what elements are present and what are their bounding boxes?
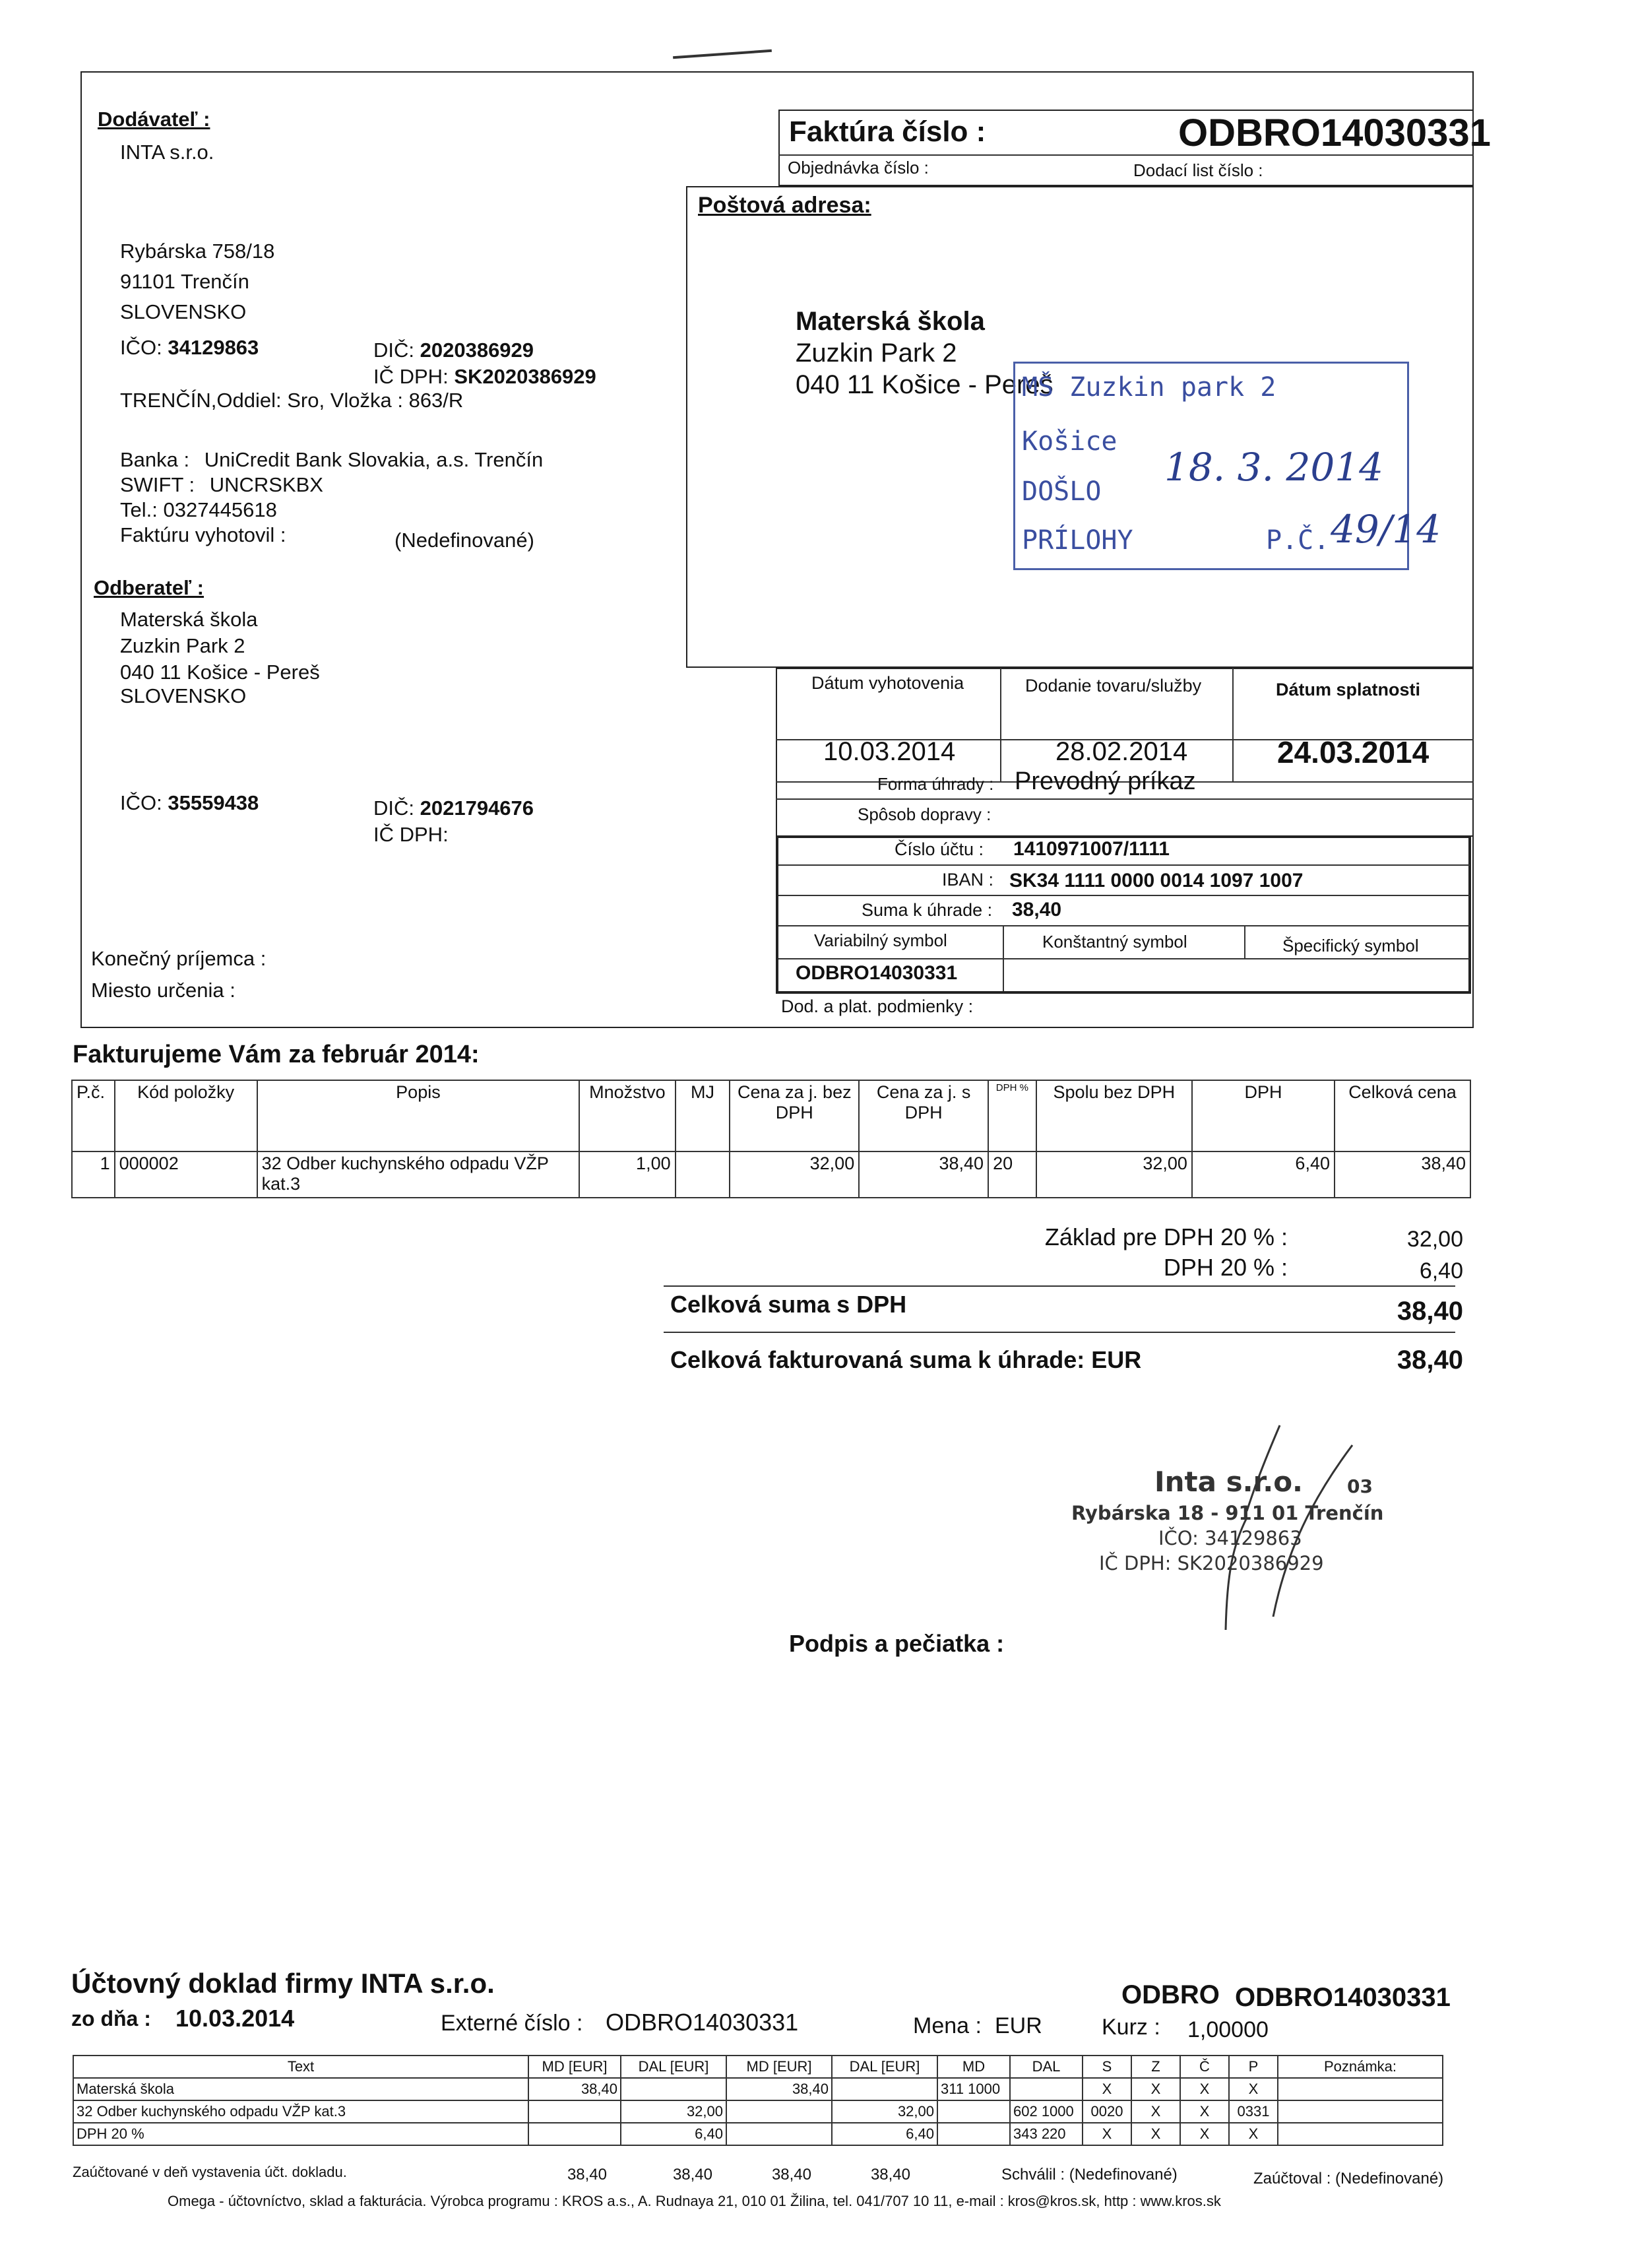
bank-line-4 [778,958,1470,959]
accounting-code-a: ODBRO [1121,1980,1220,2009]
acc-cell: 311 1000 [937,2078,1010,2100]
acc-cell: X [1083,2078,1131,2100]
accounting-posted: Zaúčtoval : (Nedefinované) [1253,2170,1444,2187]
row-pc: 1 [72,1151,115,1198]
account-value: 1410971007/1111 [1013,838,1170,860]
col-mj: MJ [676,1080,730,1151]
row-total: 38,40 [1335,1151,1470,1198]
company-stamp-address: Rybárska 18 - 911 01 Trenčín [1071,1502,1384,1524]
row-desc: 32 Odber kuchynského odpadu VŽP kat.3 [257,1151,580,1198]
ss-label: Špecifický symbol [1282,936,1419,956]
customer-dic [373,796,534,821]
supplier-icdph-label: IČ DPH: [373,365,449,388]
account-label: Číslo účtu : [895,839,984,859]
signature-scribble [1207,1419,1372,1643]
acc-cell: X [1083,2123,1131,2145]
customer-country: SLOVENSKO [120,684,247,707]
customer-dic-value: 2021794676 [420,796,534,820]
acc-cell [528,2100,621,2123]
company-stamp-num: 03 [1347,1475,1373,1497]
accounting-footer-sum-2: 38,40 [672,2166,712,2184]
bank-label: Banka : [120,448,190,471]
col-desc: Popis [257,1080,580,1151]
acc-cell: X [1180,2123,1229,2145]
accounting-rate: 1,00000 [1187,2017,1269,2042]
supplier-city: 91101 Trenčín [120,270,249,293]
final-recipient: Konečný príjemca : [91,947,267,970]
acc-cell: 0020 [1083,2100,1131,2123]
supply-date-label: Dodanie tovaru/služby [1025,676,1202,696]
acc-col-dal: DAL [1010,2056,1083,2078]
swift-value: UNCRSKBX [209,473,323,496]
supplier-icdph [373,364,596,389]
customer-icdph: IČ DPH: [373,823,449,846]
order-number-label: Objednávka číslo : [788,158,929,178]
acc-col-c: Č [1180,2056,1229,2078]
iban-label: IBAN : [942,870,994,890]
issue-date-label: Dátum vyhotovenia [811,673,964,693]
acc-cell [528,2123,621,2145]
table-row [73,2078,1443,2100]
received-stamp [1013,362,1441,570]
company-stamp-ico: IČO: 34129863 [1158,1527,1302,1549]
row-vat-pct: 20 [988,1151,1036,1198]
col-code: Kód položky [115,1080,257,1151]
stamp-date-handwritten: 18. 3. 2014 [1164,445,1384,490]
acc-cell: 32,00 [621,2100,726,2123]
acc-cell: X [1180,2078,1229,2100]
customer-name: Materská škola [120,608,258,631]
accounting-rate-label: Kurz : [1102,2015,1160,2040]
col-total: Celková cena [1335,1080,1470,1151]
stamp-line4: PRÍLOHY [1022,525,1133,556]
accounting-header-row [73,2056,1443,2078]
ks-label: Konštantný symbol [1042,932,1187,952]
bank-line-1 [778,864,1470,866]
postal-name: Materská škola [796,307,985,336]
col-qty: Množstvo [579,1080,675,1151]
acc-cell: 38,40 [528,2078,621,2100]
acc-cell [726,2100,832,2123]
supplier-swift [120,472,323,498]
bank-line-2 [778,895,1470,896]
acc-col-z: Z [1131,2056,1180,2078]
accounting-credit: Omega - účtovníctvo, sklad a fakturácia. Výrobca programu : KROS a.s., A. Rudnaya 21, 010 01 Žilina, tel. 041/707 10 11, e-mail : kros@kros.sk, http : www.kros.sk [168,2193,1221,2209]
acc-cell [937,2100,1010,2123]
postal-street: Zuzkin Park 2 [796,339,957,368]
acc-cell: X [1180,2100,1229,2123]
amount-value: 38,40 [1012,899,1062,921]
items-header-row [72,1080,1470,1151]
vat-label: DPH 20 % : [1163,1254,1288,1281]
supplier-icdph-value: SK2020386929 [454,365,596,388]
acc-cell: X [1131,2078,1180,2100]
due-date-label: Dátum splatnosti [1276,680,1421,699]
accounting-currency: EUR [995,2013,1042,2038]
amount-label: Suma k úhrade : [862,900,993,920]
acc-cell [1278,2100,1443,2123]
supplier-bank [120,447,543,472]
vs-label: Variabilný symbol [814,930,947,950]
stamp-line4-pc: P.Č. [1266,525,1330,556]
accounting-table [73,2055,1443,2146]
totals-line-1 [664,1285,1455,1287]
acc-cell: 602 1000 [1010,2100,1083,2123]
issue-date: 10.03.2014 [823,737,956,766]
supplier-heading: Dodávateľ : [98,108,210,131]
accounting-ext-label: Externé číslo : [441,2011,583,2036]
table-row [73,2123,1443,2145]
acc-col-md1: MD [EUR] [528,2056,621,2078]
col-price: Cena za j. bez DPH [730,1080,859,1151]
conditions-label: Dod. a plat. podmienky : [781,996,974,1016]
vat-base-value: 32,00 [1406,1227,1463,1252]
acc-cell: 32,00 [832,2100,937,2123]
row-price-vat: 38,40 [859,1151,988,1198]
row-code: 000002 [115,1151,257,1198]
supply-date: 28.02.2014 [1055,737,1188,766]
acc-cell [621,2078,726,2100]
acc-cell: 32 Odber kuchynského odpadu VŽP kat.3 [73,2100,528,2123]
row-vat: 6,40 [1192,1151,1335,1198]
due-date: 24.03.2014 [1277,735,1430,769]
acc-cell: 0331 [1229,2100,1278,2123]
invoice-number-divider [778,154,1474,156]
acc-col-md2: MD [EUR] [726,2056,832,2078]
supplier-country: SLOVENSKO [120,300,247,323]
acc-col-dal1: DAL [EUR] [621,2056,726,2078]
pen-mark [673,49,772,59]
customer-ico-label: IČO: [120,791,162,814]
acc-cell [937,2123,1010,2145]
accounting-footer-label: Zaúčtované v deň vystavenia účt. dokladu. [73,2164,347,2180]
acc-col-s: S [1083,2056,1131,2078]
supplier-dic [373,338,534,363]
symbol-divider-2 [1244,925,1245,958]
stamp-attachments-handwritten: 49/14 [1331,507,1441,552]
acc-cell: X [1229,2123,1278,2145]
acc-col-text: Text [73,2056,528,2078]
supplier-ico-value: 34129863 [168,336,259,359]
total-value: 38,40 [1397,1297,1463,1326]
iban-value: SK34 1111 0000 0014 1097 1007 [1009,870,1304,891]
col-vat-pct: DPH % [988,1080,1036,1151]
acc-col-dal2: DAL [EUR] [832,2056,937,2078]
stamp-line2: Košice [1022,426,1117,457]
swift-label: SWIFT : [120,473,195,496]
due-total-value: 38,40 [1397,1345,1463,1375]
supplier-ico [120,335,259,360]
supplier-dic-label: DIČ: [373,339,414,362]
accounting-currency-label: Mena : [913,2013,982,2038]
accounting-date: 10.03.2014 [175,2005,295,2032]
supplier-street: Rybárska 758/18 [120,240,275,263]
accounting-date-label: zo dňa : [71,2007,151,2030]
dates-divider-1 [1000,668,1001,781]
col-total-net: Spolu bez DPH [1036,1080,1192,1151]
acc-cell: DPH 20 % [73,2123,528,2145]
supplier-name: INTA s.r.o. [120,141,214,164]
row-total-net: 32,00 [1036,1151,1192,1198]
acc-cell [1278,2078,1443,2100]
bank-line-3 [778,925,1470,926]
accounting-footer-sum-1: 38,40 [567,2166,607,2184]
due-total-label: Celková fakturovaná suma k úhrade: EUR [670,1346,1142,1373]
table-row [73,2100,1443,2123]
supplier-ico-label: IČO: [120,336,162,359]
vat-base-label: Základ pre DPH 20 % : [1044,1223,1288,1250]
supplier-tel: Tel.: 0327445618 [120,498,277,521]
acc-col-note: Poznámka: [1278,2056,1443,2078]
row-qty: 1,00 [579,1151,675,1198]
acc-cell: X [1229,2078,1278,2100]
acc-cell: X [1131,2100,1180,2123]
table-row [72,1151,1470,1198]
invoice-number: ODBRO14030331 [1178,112,1491,154]
delivery-note-label: Dodací list číslo : [1133,160,1263,180]
company-stamp-icdph: IČ DPH: SK2020386929 [1099,1552,1324,1574]
vat-value: 6,40 [1419,1258,1463,1283]
destination: Miesto určenia : [91,979,236,1002]
acc-cell: Materská škola [73,2078,528,2100]
acc-cell [1010,2078,1083,2100]
accounting-title: Účtovný doklad firmy INTA s.r.o. [71,1968,495,1999]
stamp-line1: MŠ Zuzkin park 2 [1022,372,1276,403]
acc-cell: X [1131,2123,1180,2145]
accounting-footer-sum-4: 38,40 [870,2166,910,2184]
symbol-divider-3 [1003,958,1004,991]
issued-by-label: Faktúru vyhotovil : [120,523,286,546]
company-stamp-name: Inta s.r.o. [1154,1466,1304,1498]
accounting-approved: Schválil : (Nedefinované) [1001,2166,1178,2184]
acc-cell: 343 220 [1010,2123,1083,2145]
symbol-divider-1 [1003,925,1004,958]
payment-method: Prevodný príkaz [1015,767,1196,795]
items-table [71,1080,1471,1198]
stamp-line3: DOŠLO [1022,476,1102,507]
col-vat: DPH [1192,1080,1335,1151]
col-price-vat: Cena za j. s DPH [859,1080,988,1151]
payment-line [776,798,1474,800]
acc-cell [726,2123,832,2145]
vs-value: ODBRO14030331 [796,962,958,984]
acc-cell [832,2078,937,2100]
customer-ico [120,791,259,816]
acc-cell: 38,40 [726,2078,832,2100]
acc-cell: 6,40 [832,2123,937,2145]
accounting-footer-sum-3: 38,40 [771,2166,811,2184]
row-price: 32,00 [730,1151,859,1198]
totals-line-2 [664,1332,1455,1333]
customer-street: Zuzkin Park 2 [120,634,245,657]
customer-dic-label: DIČ: [373,796,414,820]
customer-city: 040 11 Košice - Pereš [120,661,320,684]
col-pc: P.č. [72,1080,115,1151]
customer-ico-value: 35559438 [168,791,259,814]
issued-by-value: (Nedefinované) [394,529,534,552]
bank-value: UniCredit Bank Slovakia, a.s. Trenčín [204,448,544,471]
total-label: Celková suma s DPH [670,1291,907,1318]
payment-method-label: Forma úhrady : [877,774,994,794]
accounting-ext: ODBRO14030331 [606,2009,799,2036]
customer-heading: Odberateľ : [94,576,204,599]
supplier-register: TRENČÍN,Oddiel: Sro, Vložka : 863/R [120,389,464,412]
acc-cell: 6,40 [621,2123,726,2145]
transport-label: Spôsob dopravy : [858,804,991,824]
supplier-dic-value: 2020386929 [420,339,534,362]
row-mj [676,1151,730,1198]
items-heading: Fakturujeme Vám za február 2014: [73,1041,480,1068]
acc-cell [1278,2123,1443,2145]
invoice-title-label: Faktúra číslo : [789,115,986,148]
accounting-code-b: ODBRO14030331 [1235,1983,1451,2012]
signature-label: Podpis a pečiatka : [789,1630,1005,1657]
acc-col-md: MD [937,2056,1010,2078]
postal-heading: Poštová adresa: [698,193,871,218]
dates-divider-2 [1232,668,1234,781]
postal-city: 040 11 Košice - Pereš [796,370,1054,399]
acc-col-p: P [1229,2056,1278,2078]
